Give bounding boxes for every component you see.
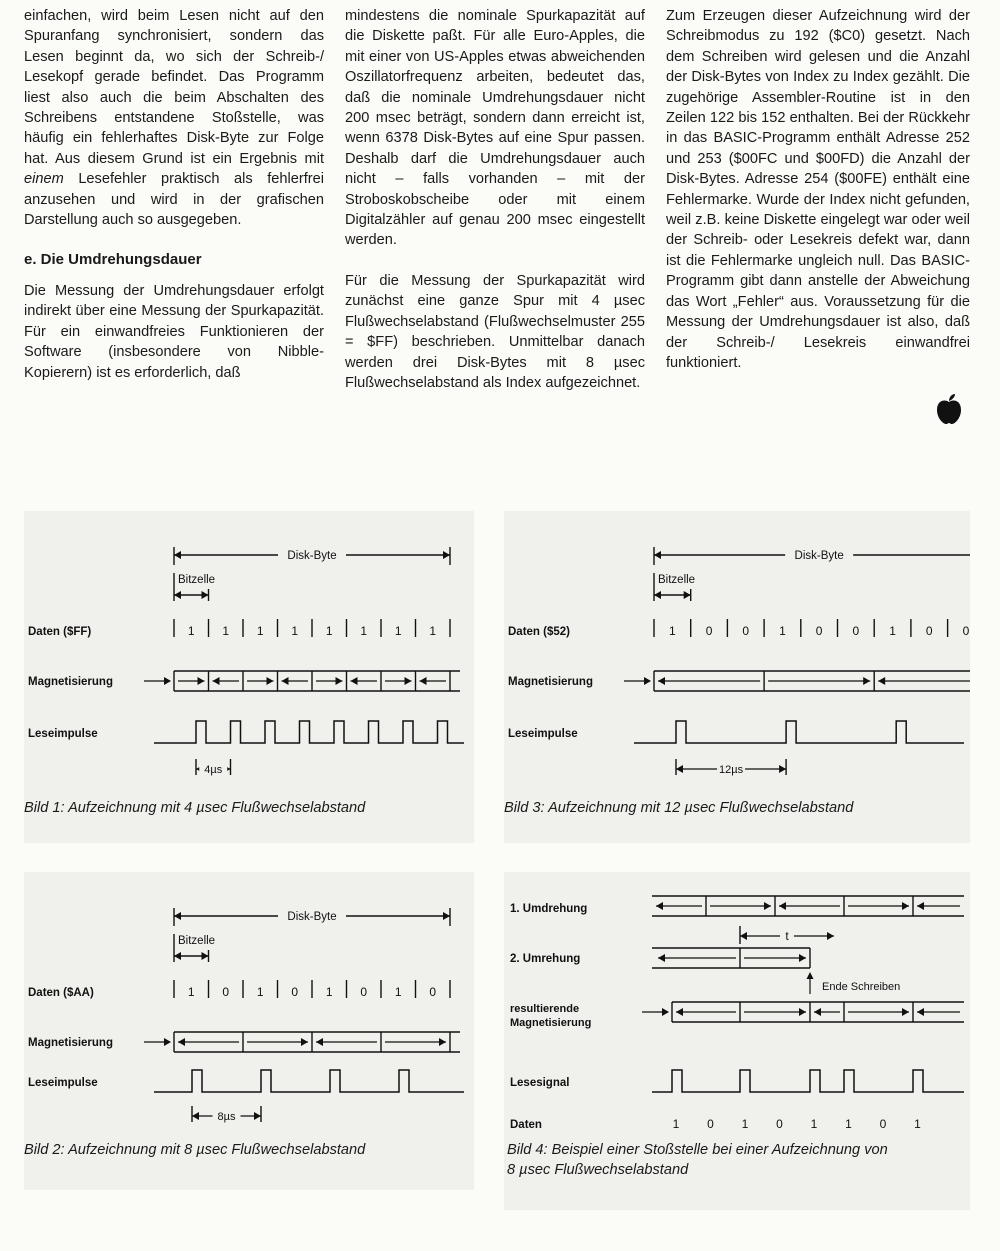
daten-label: Daten — [510, 1119, 542, 1131]
data-bit: 0 — [925, 624, 933, 638]
row1-label: 1. Umdrehung — [510, 903, 588, 915]
apple-logo-icon — [935, 393, 963, 425]
arrowhead — [174, 952, 181, 960]
arrowhead — [644, 677, 651, 685]
section-heading: e. Die Umdrehungsdauer — [24, 251, 202, 269]
arrowhead — [827, 932, 834, 940]
flux-arrowhead — [282, 677, 289, 685]
data-bit: 0 — [429, 985, 437, 999]
pulse-train — [154, 1070, 464, 1092]
paragraph: Zum Erzeugen dieser Aufzeichnung wird der Schreibmodus zu 192 ($C0) gesetzt. Nach dem Schreiben wird gelesen und die Anzahl der Disk-Bytes von Index zu Index gezählt. Die zugehörige Assembler-Routine ist in den Zeilen 122 bis 152 enthalten. Bei der Rückkehr in das BASIC-Programm enthält Adresse 252 und 253 ($00FC und $00FD) die Anzahl der Disk-Bytes. Adresse 254 ($00FE) enthält eine Fehlermarke. Wurde der Index nicht gefunden, weil z.B. keine Diskette eingelegt war oder weil der Schreib- oder Lesekreis defekt war, dann ist die Fehlermarke ungleich null. Das BASIC-Programm gibt dann anstelle der Abweichung das Wort „Fehler“ aus. Voraussetzung für die Messung der Umdrehungsdauer ist also, daß der Schreib-/ Lesekreis einwandfrei funktioniert. — [666, 8, 970, 371]
flux-arrowhead — [799, 1008, 806, 1016]
disk-byte-label: Disk-Byte — [794, 550, 844, 562]
magnetisierung-label: Magnetisierung — [28, 676, 113, 688]
disk-byte-label: Disk-Byte — [287, 550, 337, 562]
flux-arrowhead — [178, 1038, 185, 1046]
bitzelle-label: Bitzelle — [658, 574, 696, 586]
flux-arrowhead — [658, 954, 665, 962]
flux-arrowhead — [814, 1008, 821, 1016]
data-bit: 1 — [779, 624, 786, 638]
figure-4-caption-line-2: 8 µsec Flußwechselabstand — [507, 1162, 689, 1178]
flux-arrowhead — [902, 902, 909, 910]
arrowhead — [164, 1038, 171, 1046]
flux-arrowhead — [764, 902, 771, 910]
emphasis: einem — [24, 171, 64, 188]
daten-label: Daten ($FF) — [28, 626, 92, 638]
flux-arrowhead — [878, 677, 885, 685]
data-bit: 0 — [222, 985, 230, 999]
data-bit: 0 — [776, 1117, 783, 1131]
flux-arrowhead — [917, 902, 924, 910]
pulse-train — [154, 721, 464, 743]
flux-arrowhead — [301, 1038, 308, 1046]
arrowhead — [443, 551, 450, 559]
arrowhead — [164, 677, 171, 685]
flux-arrowhead — [336, 677, 343, 685]
data-bit: 1 — [810, 1117, 818, 1131]
flux-arrowhead — [799, 954, 806, 962]
data-bit: 0 — [291, 985, 299, 999]
flux-arrowhead — [658, 677, 665, 685]
data-bit: 1 — [429, 624, 437, 638]
flux-arrowhead — [420, 677, 427, 685]
flux-arrowhead — [676, 1008, 683, 1016]
data-bit: 1 — [914, 1117, 921, 1131]
figure-1-panel — [24, 511, 474, 843]
data-bit: 1 — [394, 624, 402, 638]
leseimpulse-label: Leseimpulse — [28, 728, 98, 740]
data-bit: 0 — [742, 624, 750, 638]
data-bit: 1 — [360, 624, 368, 638]
arrowhead — [676, 765, 683, 773]
paragraph: Für die Messung der Spurkapazität wird zunächst eine ganze Spur mit 4 µsec Flußwechselabstand (Flußwechselmuster 255 = $FF) beschrieben. Unmittelbar danach werden drei Disk-Bytes mit 8 µsec Flußwechselabstand als Index aufgezeichnet. — [345, 272, 645, 391]
interval-label: 12µs — [719, 764, 744, 776]
arrowhead — [202, 952, 209, 960]
data-bit: 1 — [222, 624, 230, 638]
flux-arrowhead — [267, 677, 274, 685]
arrowhead — [684, 591, 691, 599]
paragraph: mindestens die nominale Spurkapazität auf die Diskette paßt. Für alle Euro-Apples, die mit einer von US-Apples etwas abweichenden Oszillatorfrequenz arbeiten, bedeutet das, daß die nominale Umdrehungsdauer nicht 200 msec beträgt, sondern dann erreicht ist, wenn 6378 Disk-Bytes auf eine Spur passen. Deshalb darf die Umdrehungsdauer auch nicht – falls vorhanden – mit der Stroboskobscheibe oder mit einem Digitalzähler auf genau 200 msec eingestellt werden. — [345, 8, 645, 249]
arrowhead — [192, 1112, 199, 1120]
data-bit: 1 — [187, 985, 195, 999]
text-column-1 — [24, 6, 324, 403]
arrowhead — [740, 932, 747, 940]
data-bit: 0 — [852, 624, 860, 638]
arrowhead — [174, 591, 181, 599]
row2-label: 2. Umrehung — [510, 953, 581, 965]
data-bit: 0 — [360, 985, 368, 999]
data-bit: 1 — [325, 624, 333, 638]
flux-arrowhead — [405, 677, 412, 685]
data-bit: 1 — [187, 624, 195, 638]
lesesignal-trace — [652, 1070, 964, 1092]
flux-arrowhead — [316, 1038, 323, 1046]
flux-arrowhead — [917, 1008, 924, 1016]
paragraph: Die Messung der Umdrehungsdauer erfolgt indirekt über eine Messung der Spurkapazität. Für ein einwandfreies Funktionieren der Software (insbesondere von Nibble-Kopierern) ist es erforderlich, daß — [24, 282, 324, 381]
arrowhead — [202, 591, 209, 599]
data-bit: 1 — [256, 624, 264, 638]
data-bit: 0 — [707, 1117, 714, 1131]
magnetisierung-label: Magnetisierung — [28, 1037, 113, 1049]
data-bit: 0 — [879, 1117, 887, 1131]
data-bit: 0 — [815, 624, 823, 638]
data-bit: 0 — [962, 624, 970, 638]
data-bit: 1 — [741, 1117, 749, 1131]
data-bit: 1 — [669, 624, 676, 638]
bitzelle-label: Bitzelle — [178, 574, 216, 586]
end-write-arrowhead — [807, 972, 814, 979]
flux-arrowhead — [351, 677, 358, 685]
data-bit: 1 — [889, 624, 896, 638]
figure-4-caption-line-1: Bild 4: Beispiel einer Stoßstelle bei einer Aufzeichnung von — [507, 1142, 888, 1158]
arrowhead — [174, 551, 181, 559]
interval-label: 8µs — [217, 1111, 236, 1123]
daten-label: Daten ($AA) — [28, 987, 94, 999]
data-bit: 1 — [291, 624, 299, 638]
figure-3-diagram — [504, 511, 970, 843]
interval-label: 4µs — [204, 764, 223, 776]
data-bit: 1 — [394, 985, 402, 999]
flux-arrowhead — [863, 677, 870, 685]
pulse-train — [634, 721, 964, 743]
ende-schreiben-label: Ende Schreiben — [822, 981, 901, 993]
figure-3-caption: Bild 3: Aufzeichnung mit 12 µsec Flußwechselabstand — [504, 800, 854, 816]
data-bit: 1 — [845, 1117, 852, 1131]
leseimpulse-label: Leseimpulse — [28, 1077, 98, 1089]
flux-arrowhead — [198, 677, 205, 685]
disk-byte-label: Disk-Byte — [287, 911, 337, 923]
magnetisierung-label: Magnetisierung — [508, 676, 593, 688]
figure-1-caption: Bild 1: Aufzeichnung mit 4 µsec Flußwechselabstand — [24, 800, 366, 816]
paragraph: einfachen, wird beim Lesen nicht auf den Spuranfang synchronisiert, sondern das Lesen beginnt da, wo sich der Schreib-/ Lesekopf gerade befindet. Das Programm liest also auch die beim Abschalten des Schreibens entstandene Stoßstelle, was häufig ein fehlerhaftes Disk-Byte zur Folge hat. Aus diesem Grund ist ein Ergebnis mit einem Lesefehler praktisch als fehlerfrei anzusehen und wird in der grafischen Darstellung auch so ausgegeben. — [24, 8, 324, 229]
resultierende-label-2: Magnetisierung — [510, 1017, 592, 1029]
bitzelle-label: Bitzelle — [178, 935, 216, 947]
data-bit: 1 — [325, 985, 333, 999]
arrowhead — [443, 912, 450, 920]
resultierende-label-1: resultierende — [510, 1003, 580, 1015]
flux-arrowhead — [213, 677, 220, 685]
figure-2-caption: Bild 2: Aufzeichnung mit 8 µsec Flußwechselabstand — [24, 1142, 366, 1158]
text-column-2 — [345, 6, 645, 413]
flux-arrowhead — [656, 902, 663, 910]
data-bit: 1 — [672, 1117, 680, 1131]
arrowhead — [254, 1112, 261, 1120]
arrowhead — [174, 912, 181, 920]
flux-arrowhead — [902, 1008, 909, 1016]
arrowhead — [662, 1008, 669, 1016]
arrowhead — [654, 591, 661, 599]
data-bit: 1 — [256, 985, 264, 999]
lesesignal-label: Lesesignal — [510, 1077, 570, 1089]
data-bit: 0 — [705, 624, 713, 638]
flux-arrowhead — [439, 1038, 446, 1046]
figure-1-diagram — [24, 511, 474, 843]
t-label: t — [785, 929, 789, 943]
daten-label: Daten ($52) — [508, 626, 570, 638]
text-column-3 — [666, 6, 970, 393]
arrowhead — [779, 765, 786, 773]
arrowhead — [654, 551, 661, 559]
flux-arrowhead — [779, 902, 786, 910]
figure-3-panel — [504, 511, 970, 843]
leseimpulse-label: Leseimpulse — [508, 728, 578, 740]
